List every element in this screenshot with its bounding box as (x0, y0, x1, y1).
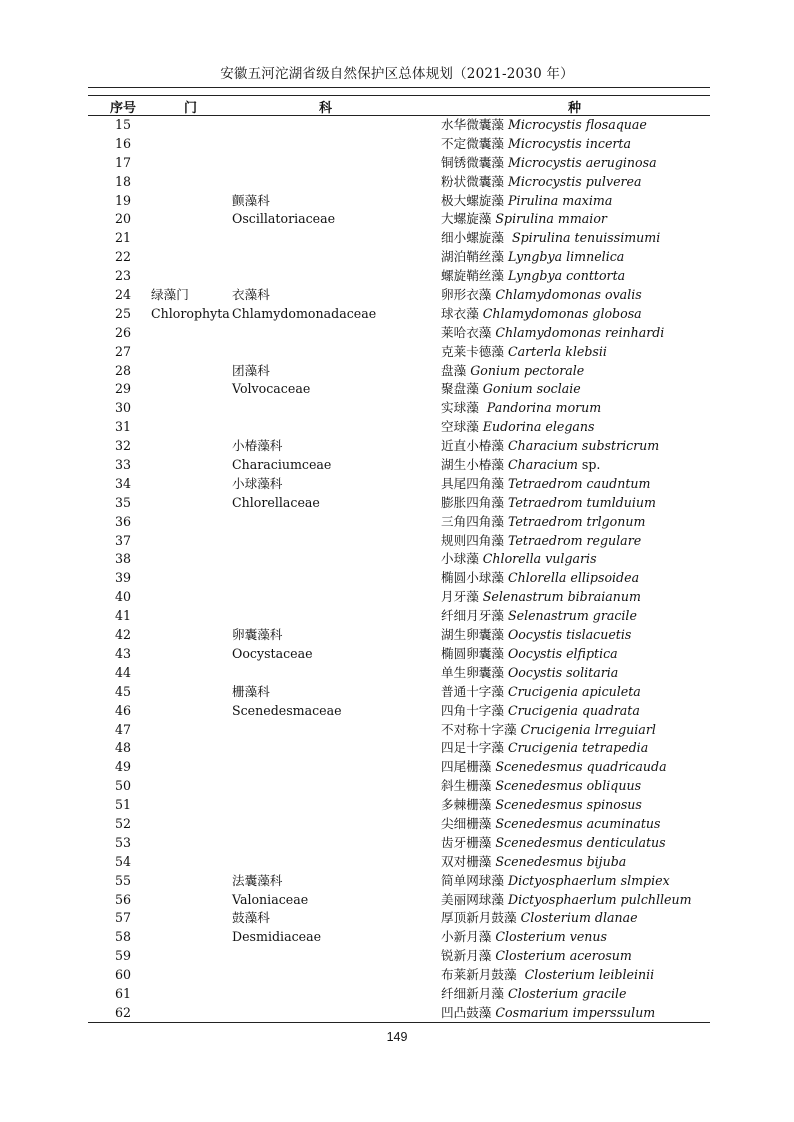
species-scientific-name: Spirulina mmaior (495, 211, 607, 227)
row-number: 39 (114, 570, 132, 586)
species-cell (441, 702, 640, 721)
species-cell (441, 494, 656, 513)
species-cell (441, 267, 625, 286)
species-chinese-name: 规则四角藻 (441, 532, 504, 548)
species-chinese-name: 四角十字藻 (441, 702, 504, 718)
species-chinese-name: 简单网球藻 (441, 872, 504, 888)
species-cell (441, 380, 581, 399)
table-row (88, 607, 710, 626)
species-cell (441, 947, 632, 966)
row-number: 38 (114, 551, 132, 567)
table-row (88, 494, 710, 513)
species-scientific-name: Oocystis tislacuetis (507, 627, 632, 643)
species-scientific-name: Microcystis pulverea (507, 173, 642, 189)
species-scientific-name: Pandorina morum (482, 400, 602, 416)
family-cell: 鼓藻科 (232, 910, 270, 926)
row-number: 16 (114, 135, 132, 151)
species-cell (441, 1004, 655, 1023)
table-row (88, 645, 710, 664)
family-cell: Desmidiaceae (232, 929, 322, 945)
species-cell (441, 135, 631, 154)
header-rule (88, 87, 710, 88)
row-number: 47 (114, 721, 132, 737)
row-number: 26 (114, 324, 132, 340)
species-scientific-name: Tetraedrom caudntum (507, 475, 651, 491)
row-number: 30 (114, 400, 132, 416)
species-chinese-name: 湖生卵囊藻 (441, 627, 504, 643)
species-scientific-name: Microcystis flosaquae (507, 117, 647, 132)
row-number: 59 (114, 948, 132, 964)
species-scientific-name: Chlorella vulgaris (482, 551, 597, 567)
column-header-phylum: 门 (184, 101, 198, 116)
table-row (88, 248, 710, 267)
species-cell (441, 324, 664, 343)
row-number: 18 (114, 173, 132, 189)
table-row (88, 286, 710, 305)
species-scientific-name: Chlorella ellipsoidea (507, 570, 640, 586)
family-cell: 衣藻科 (232, 287, 270, 303)
species-chinese-name: 具尾四角藻 (441, 475, 504, 491)
species-scientific-name: Closterium leibleinii (520, 967, 655, 983)
row-number: 43 (114, 645, 132, 661)
table-row (88, 664, 710, 683)
table-row (88, 192, 710, 211)
row-number: 49 (114, 759, 132, 775)
family-cell: Volvocaceae (232, 381, 311, 397)
species-chinese-name: 克莱卡德藻 (441, 343, 504, 359)
species-cell (441, 872, 670, 891)
species-cell (441, 853, 626, 872)
family-cell: 团藻科 (232, 362, 270, 378)
species-chinese-name: 聚盘藻 (441, 381, 479, 397)
species-scientific-name: Lyngbya limnelica (507, 249, 625, 265)
species-cell (441, 475, 650, 494)
row-number: 20 (114, 211, 132, 227)
species-chinese-name: 双对栅藻 (441, 853, 492, 869)
table-row (88, 588, 710, 607)
species-cell (441, 532, 641, 551)
species-cell (441, 721, 656, 740)
family-cell: Valoniaceae (232, 891, 309, 907)
row-number: 48 (114, 740, 132, 756)
table-row (88, 739, 710, 758)
species-chinese-name: 斜生栅藻 (441, 778, 492, 794)
species-scientific-name: Crucigenia quadrata (507, 702, 640, 718)
table-row (88, 872, 710, 891)
table-row (88, 550, 710, 569)
row-number: 50 (114, 778, 132, 794)
species-scientific-name: Eudorina elegans (482, 419, 595, 435)
species-chinese-name: 凹凸鼓藻 (441, 1004, 492, 1020)
species-scientific-name: Characium substricrum (507, 438, 660, 454)
family-cell: 小球藻科 (232, 475, 283, 491)
species-scientific-name: Gonium soclaie (482, 381, 581, 397)
table-row (88, 267, 710, 286)
row-number: 25 (114, 305, 132, 321)
table-row (88, 362, 710, 381)
species-chinese-name: 极大螺旋藻 (441, 192, 504, 208)
species-scientific-name: Microcystis incerta (507, 135, 631, 151)
species-scientific-name: Scenedesmus acuminatus (495, 815, 661, 831)
species-suffix: sp. (577, 457, 601, 473)
species-chinese-name: 不对称十字藻 (441, 721, 517, 737)
species-cell (441, 739, 648, 758)
row-number: 40 (114, 589, 132, 605)
species-scientific-name: Crucigenia tetrapedia (507, 740, 649, 756)
species-chinese-name: 湖生小椿藻 (441, 457, 504, 473)
species-scientific-name: Oocystis elfiptica (507, 645, 618, 661)
species-chinese-name: 小球藻 (441, 551, 479, 567)
row-number: 44 (114, 664, 132, 680)
species-cell (441, 550, 597, 569)
species-scientific-name: Closterium dlanae (520, 910, 638, 926)
species-scientific-name: Chlamydomonas ovalis (495, 287, 642, 303)
species-cell (441, 305, 642, 324)
table-row (88, 721, 710, 740)
table-row (88, 815, 710, 834)
species-cell (441, 985, 626, 1004)
species-cell (441, 909, 638, 928)
species-chinese-name: 月牙藻 (441, 589, 479, 605)
family-cell: Scenedesmaceae (232, 702, 342, 718)
species-scientific-name: Scenedesmus bijuba (495, 853, 627, 869)
species-chinese-name: 布莱新月鼓藻 (441, 967, 517, 983)
table-row (88, 1004, 710, 1023)
table-row (88, 777, 710, 796)
row-number: 24 (114, 287, 132, 303)
row-number: 46 (114, 702, 132, 718)
species-cell (441, 664, 618, 683)
row-number: 32 (114, 438, 132, 454)
species-cell (441, 796, 642, 815)
row-number: 54 (114, 853, 132, 869)
table-row (88, 229, 710, 248)
species-cell (441, 437, 659, 456)
family-cell: Chlorellaceae (232, 494, 320, 510)
species-cell (441, 192, 612, 211)
column-header-species: 种 (568, 101, 582, 116)
species-scientific-name: Gonium pectorale (470, 362, 585, 378)
page-number: 149 (386, 1030, 408, 1044)
table-row (88, 947, 710, 966)
species-chinese-name: 小新月藻 (441, 929, 492, 945)
species-chinese-name: 大螺旋藻 (441, 211, 492, 227)
species-chinese-name: 三角四角藻 (441, 513, 504, 529)
species-cell (441, 834, 666, 853)
row-number: 56 (114, 891, 132, 907)
species-cell (441, 154, 657, 173)
table-row (88, 834, 710, 853)
row-number: 53 (114, 834, 132, 850)
row-number: 58 (114, 929, 132, 945)
species-cell (441, 173, 642, 192)
table-row (88, 985, 710, 1004)
row-number: 23 (114, 268, 132, 284)
family-cell: 卵囊藻科 (232, 627, 283, 643)
table-row (88, 891, 710, 910)
family-cell: 小椿藻科 (232, 438, 283, 454)
species-cell (441, 456, 600, 475)
table-row (88, 305, 710, 324)
species-cell (441, 815, 660, 834)
species-chinese-name: 水华微囊藻 (441, 117, 504, 132)
species-scientific-name: Dictyosphaerlum pulchlleum (507, 891, 692, 907)
family-cell: Characiumceae (232, 457, 332, 473)
species-scientific-name: Crucigenia lrreguiarl (520, 721, 656, 737)
table-row (88, 702, 710, 721)
species-scientific-name: Closterium venus (495, 929, 607, 945)
species-chinese-name: 螺旋鞘丝藻 (441, 268, 504, 284)
species-scientific-name: Chlamydomonas globosa (482, 305, 642, 321)
species-scientific-name: Closterium gracile (507, 985, 627, 1001)
species-scientific-name: Scenedesmus obliquus (495, 778, 642, 794)
species-chinese-name: 不定微囊藻 (441, 135, 504, 151)
species-cell (441, 116, 647, 135)
species-scientific-name: Scenedesmus spinosus (495, 797, 642, 813)
species-chinese-name: 齿牙栅藻 (441, 834, 492, 850)
species-scientific-name: Closterium acerosum (495, 948, 632, 964)
table-row (88, 418, 710, 437)
table-row (88, 173, 710, 192)
row-number: 41 (114, 608, 132, 624)
table-row (88, 116, 710, 135)
species-cell (441, 569, 639, 588)
table-row (88, 569, 710, 588)
row-number: 36 (114, 513, 132, 529)
species-chinese-name: 卵形衣藻 (441, 287, 492, 303)
species-chinese-name: 粉状微囊藻 (441, 173, 504, 189)
species-cell (441, 683, 641, 702)
row-number: 61 (114, 985, 132, 1001)
species-chinese-name: 空球藻 (441, 419, 479, 435)
table-body (88, 116, 710, 1023)
row-number: 35 (114, 494, 132, 510)
species-cell (441, 777, 641, 796)
table-row (88, 853, 710, 872)
table-row (88, 683, 710, 702)
row-number: 15 (114, 117, 132, 132)
species-scientific-name: Tetraedrom trlgonum (507, 513, 646, 529)
family-cell: 颤藻科 (232, 192, 270, 208)
table-row (88, 324, 710, 343)
table-row (88, 928, 710, 947)
species-cell (441, 758, 667, 777)
row-number: 37 (114, 532, 132, 548)
species-cell (441, 588, 641, 607)
species-scientific-name: Cosmarium imperssulum (495, 1004, 656, 1020)
species-scientific-name: Scenedesmus quadricauda (495, 759, 667, 775)
species-chinese-name: 厚顶新月鼓藻 (441, 910, 517, 926)
row-number: 51 (114, 797, 132, 813)
table-row (88, 966, 710, 985)
table-header-row (88, 96, 710, 115)
species-cell (441, 362, 584, 381)
species-scientific-name: Characium (507, 457, 578, 473)
family-cell: 法囊藻科 (232, 872, 283, 888)
species-chinese-name: 多棘栅藻 (441, 797, 492, 813)
species-scientific-name: Pirulina maxima (507, 192, 613, 208)
species-chinese-name: 实球藻 (441, 400, 479, 416)
row-number: 45 (114, 683, 132, 699)
family-cell: 栅藻科 (232, 683, 270, 699)
table-row (88, 626, 710, 645)
row-number: 29 (114, 381, 132, 397)
species-chinese-name: 纤细新月藻 (441, 985, 504, 1001)
row-number: 62 (114, 1004, 132, 1020)
family-cell: Oocystaceae (232, 645, 313, 661)
table-row (88, 380, 710, 399)
species-chinese-name: 湖泊鞘丝藻 (441, 249, 504, 265)
table-row (88, 909, 710, 928)
row-number: 27 (114, 343, 132, 359)
row-number: 22 (114, 249, 132, 265)
species-cell (441, 418, 595, 437)
species-chinese-name: 美丽网球藻 (441, 891, 504, 907)
species-scientific-name: Tetraedrom tumlduium (507, 494, 656, 510)
column-header-family: 科 (319, 101, 333, 116)
species-cell (441, 248, 624, 267)
species-cell (441, 229, 660, 248)
family-cell: Oscillatoriaceae (232, 211, 336, 227)
phylum-cell: 绿藻门 (151, 287, 189, 303)
species-cell (441, 286, 642, 305)
table-row (88, 343, 710, 362)
row-number: 34 (114, 475, 132, 491)
species-cell (441, 966, 654, 985)
species-chinese-name: 四足十字藻 (441, 740, 504, 756)
species-scientific-name: Spirulina tenuissimumi (507, 230, 661, 246)
row-number: 52 (114, 815, 132, 831)
species-scientific-name: Oocystis solitaria (507, 664, 619, 680)
row-number: 21 (114, 230, 132, 246)
species-scientific-name: Chlamydomonas reinhardi (495, 324, 665, 340)
species-scientific-name: Scenedesmus denticulatus (495, 834, 666, 850)
table-row (88, 399, 710, 418)
row-number: 55 (114, 872, 132, 888)
species-chinese-name: 椭圆小球藻 (441, 570, 504, 586)
phylum-cell: Chlorophyta (151, 305, 230, 321)
species-chinese-name: 球衣藻 (441, 305, 479, 321)
species-chinese-name: 莱哈衣藻 (441, 324, 492, 340)
species-scientific-name: Selenastrum gracile (507, 608, 637, 624)
species-chinese-name: 尖细栅藻 (441, 815, 492, 831)
row-number: 33 (114, 457, 132, 473)
species-scientific-name: Crucigenia apiculeta (507, 683, 641, 699)
row-number: 57 (114, 910, 132, 926)
table-row (88, 135, 710, 154)
row-number: 28 (114, 362, 132, 378)
species-chinese-name: 盘藻 (441, 362, 467, 378)
species-cell (441, 891, 692, 910)
species-chinese-name: 四尾栅藻 (441, 759, 492, 775)
species-scientific-name: Dictyosphaerlum slmpiex (507, 872, 670, 888)
species-scientific-name: Tetraedrom regulare (507, 532, 642, 548)
table-row (88, 513, 710, 532)
document-header: 安徽五河沱湖省级自然保护区总体规划（2021-2030 年） (220, 66, 574, 82)
species-chinese-name: 单生卵囊藻 (441, 664, 504, 680)
species-chinese-name: 锐新月藻 (441, 948, 492, 964)
table-row (88, 796, 710, 815)
table-row (88, 758, 710, 777)
species-chinese-name: 椭圆卵囊藻 (441, 645, 504, 661)
column-header-no: 序号 (110, 101, 137, 116)
table-row (88, 437, 710, 456)
species-cell (441, 343, 607, 362)
species-cell (441, 210, 607, 229)
species-chinese-name: 近直小椿藻 (441, 438, 504, 454)
species-cell (441, 399, 601, 418)
table-row (88, 154, 710, 173)
species-chinese-name: 膨胀四角藻 (441, 494, 504, 510)
row-number: 17 (114, 154, 132, 170)
species-chinese-name: 普通十字藻 (441, 683, 504, 699)
row-number: 42 (114, 627, 132, 643)
species-cell (441, 513, 645, 532)
species-chinese-name: 铜锈微囊藻 (441, 154, 504, 170)
table-row (88, 456, 710, 475)
family-cell: Chlamydomonadaceae (232, 305, 377, 321)
species-cell (441, 928, 607, 947)
row-number: 31 (114, 419, 132, 435)
species-chinese-name: 细小螺旋藻 (441, 230, 504, 246)
species-cell (441, 607, 637, 626)
table-row (88, 532, 710, 551)
species-cell (441, 645, 618, 664)
species-scientific-name: Lyngbya conttorta (507, 268, 626, 284)
row-number: 19 (114, 192, 132, 208)
row-number: 60 (114, 967, 132, 983)
species-scientific-name: Selenastrum bibraianum (482, 589, 641, 605)
species-scientific-name: Carterla klebsii (507, 343, 607, 359)
species-chinese-name: 纤细月牙藻 (441, 608, 504, 624)
table-bottom-rule (88, 1022, 710, 1023)
table-row (88, 475, 710, 494)
table-row (88, 210, 710, 229)
species-cell (441, 626, 631, 645)
species-scientific-name: Microcystis aeruginosa (507, 154, 657, 170)
